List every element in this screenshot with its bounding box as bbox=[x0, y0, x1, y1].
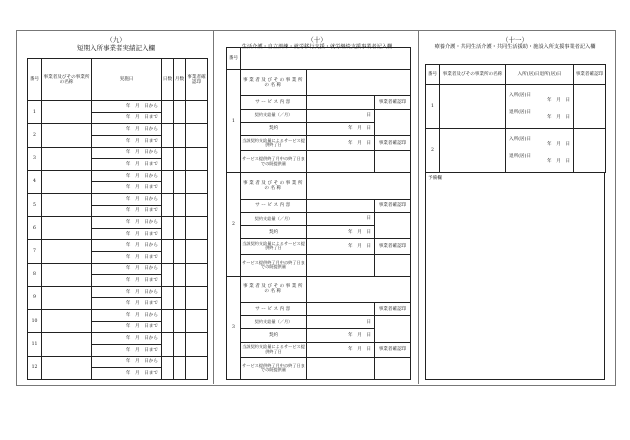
days-cell bbox=[162, 356, 174, 380]
days-cell bbox=[162, 217, 174, 240]
panel-11-title: 療養介護・共同生活介護・共同生活援助・施設入所支援事業者記入欄 bbox=[434, 44, 596, 50]
panel-9-title: 短期入所事業者実績記入欄 bbox=[77, 44, 155, 52]
service-label: サービス内容 bbox=[241, 96, 307, 109]
panel-11-notes bbox=[425, 172, 605, 380]
col-days: 日数 bbox=[162, 59, 174, 101]
in-label: 入所(居)日 bbox=[509, 137, 531, 143]
date-from: 年 月 日から bbox=[92, 193, 162, 205]
provider-cell bbox=[42, 101, 92, 124]
provider-label: 事業者及びその事業所の名称 bbox=[241, 173, 307, 199]
row-number: 2 bbox=[426, 129, 440, 173]
used-label: サービス提供終了月中の終了日までの既提供量 bbox=[241, 357, 307, 379]
days-cell bbox=[162, 193, 174, 216]
row-number: 1 bbox=[28, 101, 42, 124]
row-number: 9 bbox=[28, 286, 42, 309]
end-amount-label: 当該契約支給量によるサービス提供終了日 bbox=[241, 342, 307, 357]
date-from: 年 月 日から bbox=[92, 217, 162, 229]
days-cell bbox=[162, 101, 174, 124]
service-label: サービス内容 bbox=[241, 302, 307, 315]
date-to: 年 月 日まで bbox=[92, 135, 162, 147]
contract-unit: 日 bbox=[307, 212, 375, 225]
period-cell bbox=[506, 129, 574, 173]
confirm-cell bbox=[186, 124, 208, 147]
out-label: 退所(居)日 bbox=[509, 153, 531, 159]
out-label: 退所(居)日 bbox=[509, 109, 531, 115]
confirm-cell bbox=[186, 240, 208, 263]
months-cell bbox=[174, 147, 186, 170]
col-months: 月数 bbox=[174, 59, 186, 101]
months-cell bbox=[174, 193, 186, 216]
confirm-cell bbox=[186, 193, 208, 216]
days-cell bbox=[162, 286, 174, 309]
in-label: 入所(居)日 bbox=[509, 93, 531, 99]
end-date: 年 月 日 bbox=[307, 342, 375, 357]
months-cell bbox=[174, 240, 186, 263]
col-provider: 事業者及びその事業所の名称 bbox=[42, 59, 92, 101]
row-number: 2 bbox=[28, 124, 42, 147]
date-from: 年 月 日から bbox=[92, 356, 162, 368]
months-cell bbox=[174, 263, 186, 286]
provider-cell bbox=[42, 286, 92, 309]
contract-unit: 日 bbox=[307, 109, 375, 122]
end-date: 年 月 日 bbox=[307, 135, 375, 150]
date-to: 年 月 日まで bbox=[92, 112, 162, 124]
out-date: 年 月 日 bbox=[547, 114, 570, 120]
confirm-cell bbox=[375, 316, 411, 342]
provider-cell bbox=[42, 147, 92, 170]
end-amount-label: 当該契約支給量によるサービス提供終了日 bbox=[241, 135, 307, 150]
months-cell bbox=[174, 310, 186, 333]
panel-10-number: （十） bbox=[307, 36, 327, 44]
confirm-cell bbox=[186, 310, 208, 333]
row-number: 1 bbox=[426, 85, 440, 129]
days-cell bbox=[162, 240, 174, 263]
months-cell bbox=[174, 101, 186, 124]
contract-unit: 日 bbox=[307, 316, 375, 329]
panel-9-number: （九） bbox=[106, 36, 126, 44]
contract-date-label: 契約 bbox=[241, 329, 307, 342]
col-confirm: 事業者確認印 bbox=[574, 65, 606, 85]
date-to: 年 月 日まで bbox=[92, 368, 162, 380]
months-cell bbox=[174, 286, 186, 309]
confirm-cell bbox=[574, 129, 606, 173]
date-to: 年 月 日まで bbox=[92, 252, 162, 264]
used-cell bbox=[307, 254, 375, 276]
date-to: 年 月 日まで bbox=[92, 159, 162, 171]
provider-cell bbox=[42, 356, 92, 380]
provider-cell bbox=[42, 193, 92, 216]
months-cell bbox=[174, 333, 186, 356]
contract-label: 契約支給量（／月） bbox=[241, 212, 307, 225]
row-number: 6 bbox=[28, 217, 42, 240]
date-to: 年 月 日まで bbox=[92, 228, 162, 240]
in-date: 年 月 日 bbox=[547, 142, 570, 148]
used-label: サービス提供終了月中の終了日までの既提供量 bbox=[241, 254, 307, 276]
days-cell bbox=[162, 147, 174, 170]
provider-label: 事業者及びその事業所の名称 bbox=[241, 276, 307, 302]
confirm-cell bbox=[186, 170, 208, 193]
panel-9-table bbox=[27, 58, 208, 380]
provider-cell bbox=[42, 263, 92, 286]
used-label: サービス提供終了月中の終了日までの既提供量 bbox=[241, 151, 307, 173]
contract-date: 年 月 日 bbox=[307, 226, 375, 239]
confirm-cell bbox=[186, 356, 208, 380]
provider-cell bbox=[307, 173, 411, 199]
service-cell bbox=[307, 96, 375, 109]
col-confirm: 事業者確認印 bbox=[186, 59, 208, 101]
panel-divider-right bbox=[418, 30, 419, 384]
confirm-cell bbox=[186, 263, 208, 286]
contract-date-label: 契約 bbox=[241, 122, 307, 135]
days-cell bbox=[162, 170, 174, 193]
used-cell bbox=[307, 151, 375, 173]
header-fill bbox=[241, 48, 411, 70]
date-to: 年 月 日まで bbox=[92, 275, 162, 287]
date-from: 年 月 日から bbox=[92, 263, 162, 275]
days-cell bbox=[162, 310, 174, 333]
out-date: 年 月 日 bbox=[547, 158, 570, 164]
row-number: 12 bbox=[28, 356, 42, 380]
confirm-label: 事業者確認印 bbox=[375, 302, 411, 315]
days-cell bbox=[162, 263, 174, 286]
date-from: 年 月 日から bbox=[92, 147, 162, 159]
months-cell bbox=[174, 124, 186, 147]
months-cell bbox=[174, 170, 186, 193]
date-from: 年 月 日から bbox=[92, 240, 162, 252]
confirm-label: 事業者確認印 bbox=[375, 96, 411, 109]
contract-date-label: 契約 bbox=[241, 226, 307, 239]
months-cell bbox=[174, 356, 186, 380]
date-to: 年 月 日まで bbox=[92, 321, 162, 333]
date-from: 年 月 日から bbox=[92, 333, 162, 345]
row-number: 11 bbox=[28, 333, 42, 356]
provider-cell bbox=[42, 170, 92, 193]
provider-cell bbox=[307, 276, 411, 302]
panel-11-number: （十一） bbox=[502, 36, 528, 44]
end-date: 年 月 日 bbox=[307, 239, 375, 254]
end-amount-label: 当該契約支給量によるサービス提供終了日 bbox=[241, 239, 307, 254]
provider-cell bbox=[42, 333, 92, 356]
col-period: 実施日 bbox=[92, 59, 162, 101]
contract-label: 契約支給量（／月） bbox=[241, 316, 307, 329]
col-number: 番号 bbox=[426, 65, 440, 85]
provider-cell bbox=[440, 129, 506, 173]
confirm-cell bbox=[574, 85, 606, 129]
used-cell bbox=[307, 357, 375, 379]
notes-label: 予備欄 bbox=[426, 173, 605, 380]
date-to: 年 月 日まで bbox=[92, 344, 162, 356]
confirm-cell bbox=[186, 101, 208, 124]
date-from: 年 月 日から bbox=[92, 101, 162, 113]
row-number: 10 bbox=[28, 310, 42, 333]
confirm-cell bbox=[375, 151, 411, 173]
confirm-label: 事業者確認印 bbox=[375, 342, 411, 357]
row-number: 8 bbox=[28, 263, 42, 286]
confirm-cell bbox=[186, 217, 208, 240]
confirm-cell bbox=[186, 286, 208, 309]
panel-divider-left bbox=[213, 30, 214, 384]
contract-date: 年 月 日 bbox=[307, 122, 375, 135]
col-number: 番号 bbox=[227, 48, 241, 70]
confirm-cell bbox=[375, 212, 411, 238]
date-from: 年 月 日から bbox=[92, 310, 162, 322]
contract-date: 年 月 日 bbox=[307, 329, 375, 342]
row-number: 5 bbox=[28, 193, 42, 216]
confirm-cell bbox=[186, 147, 208, 170]
provider-label: 事業者及びその事業所の名称 bbox=[241, 69, 307, 95]
provider-cell bbox=[42, 310, 92, 333]
panel-10-title: 生活介護・自立訓練・就労移行支援・就労継続支援事業者記入欄 bbox=[241, 44, 393, 50]
panel-10-table bbox=[226, 47, 411, 380]
days-cell bbox=[162, 124, 174, 147]
days-cell bbox=[162, 333, 174, 356]
date-to: 年 月 日まで bbox=[92, 182, 162, 194]
confirm-cell bbox=[186, 333, 208, 356]
date-from: 年 月 日から bbox=[92, 124, 162, 136]
row-number: 7 bbox=[28, 240, 42, 263]
confirm-label: 事業者確認印 bbox=[375, 135, 411, 150]
col-provider: 事業者及びその事業所の名称 bbox=[440, 65, 506, 85]
date-to: 年 月 日まで bbox=[92, 205, 162, 217]
block-number: 1 bbox=[227, 69, 241, 172]
block-number: 3 bbox=[227, 276, 241, 379]
in-date: 年 月 日 bbox=[547, 98, 570, 104]
block-number: 2 bbox=[227, 173, 241, 276]
confirm-cell bbox=[375, 357, 411, 379]
service-cell bbox=[307, 199, 375, 212]
provider-cell bbox=[440, 85, 506, 129]
service-cell bbox=[307, 302, 375, 315]
months-cell bbox=[174, 217, 186, 240]
period-cell bbox=[506, 85, 574, 129]
provider-cell bbox=[42, 124, 92, 147]
provider-cell bbox=[42, 240, 92, 263]
date-from: 年 月 日から bbox=[92, 286, 162, 298]
row-number: 3 bbox=[28, 147, 42, 170]
date-from: 年 月 日から bbox=[92, 170, 162, 182]
provider-cell bbox=[307, 69, 411, 95]
confirm-cell bbox=[375, 254, 411, 276]
service-label: サービス内容 bbox=[241, 199, 307, 212]
col-number: 番号 bbox=[28, 59, 42, 101]
contract-label: 契約支給量（／月） bbox=[241, 109, 307, 122]
row-number: 4 bbox=[28, 170, 42, 193]
col-period: 入所(居)日退所(居)日 bbox=[506, 65, 574, 85]
confirm-label: 事業者確認印 bbox=[375, 239, 411, 254]
provider-cell bbox=[42, 217, 92, 240]
confirm-cell bbox=[375, 109, 411, 135]
panel-11-table bbox=[425, 64, 606, 173]
date-to: 年 月 日まで bbox=[92, 298, 162, 310]
confirm-label: 事業者確認印 bbox=[375, 199, 411, 212]
